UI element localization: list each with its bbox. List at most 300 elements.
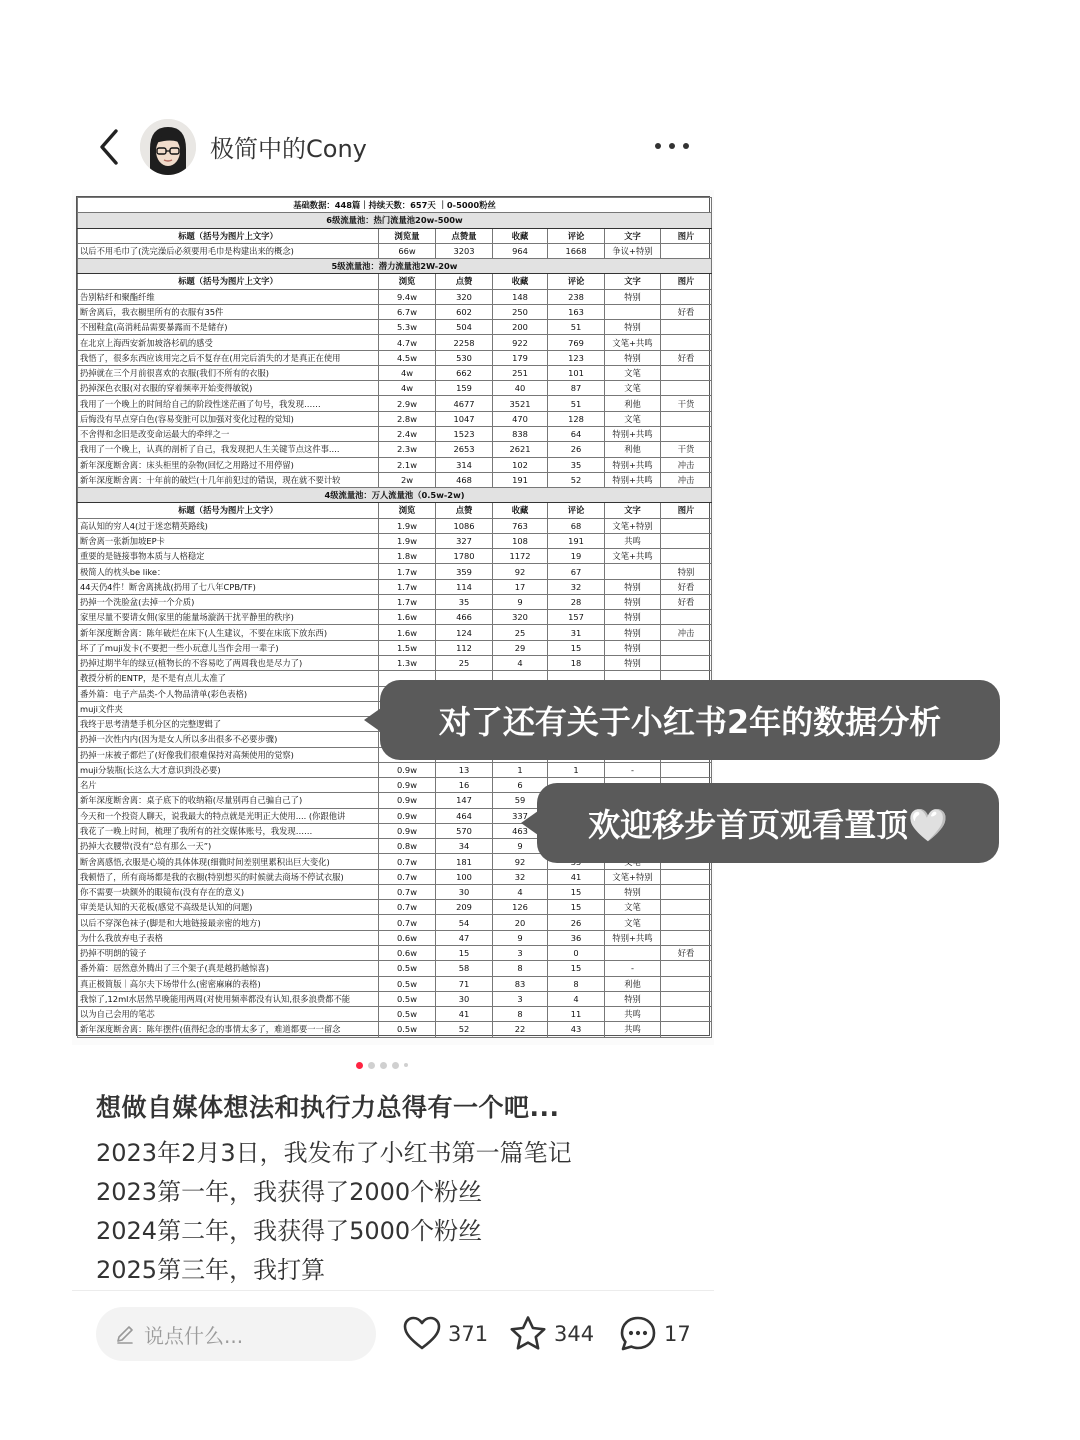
cell-value: 838 bbox=[493, 426, 548, 441]
cell-value: 25 bbox=[436, 655, 493, 670]
cell-value: 463 bbox=[493, 823, 548, 838]
cell-value: 特别 bbox=[605, 655, 661, 670]
pool-band-5-cell: 5级流量池：潜力流量池2W-20w bbox=[78, 259, 712, 274]
data-spreadsheet bbox=[76, 196, 710, 1036]
cell-title: muji分装瓶(长这么大才意识到没必要) bbox=[78, 762, 379, 777]
caption-text: 欢迎移步首页观看置顶🤍 bbox=[588, 806, 948, 844]
cell-value: 43 bbox=[548, 1022, 605, 1037]
cell-value: 特别 bbox=[605, 991, 661, 1006]
cell-value: 11 bbox=[548, 1007, 605, 1022]
cell-title: 教授分析的ENTP，是不是有点儿太准了 bbox=[78, 671, 379, 686]
cell-value: 30 bbox=[436, 884, 493, 899]
cell-value: 0.5w bbox=[379, 991, 436, 1006]
cell-value: 特别 bbox=[661, 564, 712, 579]
cell-value bbox=[661, 335, 712, 350]
cell-value: 327 bbox=[436, 533, 493, 548]
cell-title: 告别粘纤和聚酯纤维 bbox=[78, 289, 379, 304]
cell-title: 断舍离一张新加坡EP卡 bbox=[78, 533, 379, 548]
cell-value: 好看 bbox=[661, 304, 712, 319]
cell-value: 特别 bbox=[605, 350, 661, 365]
cell-value: 点赞 bbox=[436, 503, 493, 518]
cell-value: 769 bbox=[548, 335, 605, 350]
cell-value: 2.1w bbox=[379, 457, 436, 472]
cell-title: 番外篇：电子产品类-个人物品清单(彩色表格) bbox=[78, 686, 379, 701]
cell-value: 0.7w bbox=[379, 884, 436, 899]
cell-value: 好看 bbox=[661, 946, 712, 961]
cell-value: 66w bbox=[379, 243, 436, 258]
cell-value: 干货 bbox=[661, 442, 712, 457]
table-row bbox=[78, 426, 712, 441]
cell-value: 0.9w bbox=[379, 793, 436, 808]
cell-value: 16 bbox=[436, 778, 493, 793]
cell-value: 0.5w bbox=[379, 976, 436, 991]
cell-title: 44天仍4件！断舍离挑战(扔用了七八年CPB/TF) bbox=[78, 579, 379, 594]
cell-value: 87 bbox=[548, 381, 605, 396]
cell-value: 8 bbox=[493, 961, 548, 976]
cell-value: 28 bbox=[548, 594, 605, 609]
cell-value: 530 bbox=[436, 350, 493, 365]
table-row bbox=[78, 518, 712, 533]
table-row bbox=[78, 930, 712, 945]
cell-value bbox=[661, 533, 712, 548]
cell-value: 123 bbox=[548, 350, 605, 365]
cell-value: 点赞 bbox=[436, 274, 493, 289]
cell-value: 108 bbox=[493, 533, 548, 548]
cell-value: 点赞量 bbox=[436, 228, 493, 243]
cell-value: - bbox=[605, 762, 661, 777]
cell-value: 图片 bbox=[661, 274, 712, 289]
cell-value: 特别 bbox=[605, 610, 661, 625]
cell-title: 新年深度断舍离：陈年摆件(值得纪念的事情太多了，难道都要一一留念 bbox=[78, 1022, 379, 1037]
cell-value: 18 bbox=[548, 655, 605, 670]
comment-button[interactable] bbox=[618, 1314, 691, 1354]
note-line: 2023第一年，我获得了2000个粉丝 bbox=[96, 1178, 483, 1206]
divider bbox=[72, 1290, 714, 1291]
cell-title: 我用了一个晚上，认真的剖析了自己，我发现把人生关键节点这件事.... bbox=[78, 442, 379, 457]
cell-value: 浏览 bbox=[379, 274, 436, 289]
cell-value: 15 bbox=[548, 900, 605, 915]
table-row bbox=[78, 1022, 712, 1037]
cell-value: 191 bbox=[493, 472, 548, 487]
table-row bbox=[78, 991, 712, 1006]
cell-value bbox=[605, 304, 661, 319]
cell-value: 2258 bbox=[436, 335, 493, 350]
table-row bbox=[78, 610, 712, 625]
cell-value: 15 bbox=[548, 640, 605, 655]
cell-value: 9 bbox=[493, 839, 548, 854]
cell-value: 112 bbox=[436, 640, 493, 655]
cell-value: 4.7w bbox=[379, 335, 436, 350]
cell-value: 文笔 bbox=[605, 915, 661, 930]
cell-value: 图片 bbox=[661, 503, 712, 518]
table-row bbox=[78, 1007, 712, 1022]
cell-title: 后悔没有早点穿白色(容易变脏可以加强对变化过程的觉知) bbox=[78, 411, 379, 426]
cell-title: 我悟了，很多东西应该用完之后不复存在(用完后消失的才是真正在使用 bbox=[78, 350, 379, 365]
table-row bbox=[78, 533, 712, 548]
cell-value: 36 bbox=[548, 930, 605, 945]
cell-value: 6 bbox=[493, 778, 548, 793]
cell-value: 32 bbox=[548, 579, 605, 594]
cell-value: 好看 bbox=[661, 579, 712, 594]
cell-title: 以为自己会用的笔芯 bbox=[78, 1007, 379, 1022]
cell-value: 464 bbox=[436, 808, 493, 823]
cell-value bbox=[661, 549, 712, 564]
cell-value: 文笔 bbox=[605, 365, 661, 380]
cell-value: 特别 bbox=[605, 320, 661, 335]
cell-title: 断舍离感悟,衣服是心境的具体体现(细微时间差别里累积出巨大变化) bbox=[78, 854, 379, 869]
cell-value: 干货 bbox=[661, 396, 712, 411]
cell-title: 扔掉不明朗的镜子 bbox=[78, 946, 379, 961]
cell-value: 52 bbox=[436, 1022, 493, 1037]
cell-value: 特别+共鸣 bbox=[605, 472, 661, 487]
comment-count: 17 bbox=[664, 1322, 691, 1346]
cell-value: 利他 bbox=[605, 976, 661, 991]
pool-band-6 bbox=[78, 213, 712, 228]
cell-title: 断舍离后，我衣橱里所有的衣服有35件 bbox=[78, 304, 379, 319]
pen-icon bbox=[114, 1323, 136, 1345]
table-row bbox=[78, 655, 712, 670]
pager-dot[interactable] bbox=[368, 1062, 375, 1069]
cell-value: 0 bbox=[548, 946, 605, 961]
cell-title: 不囤鞋盒(高消耗品需要暴露而不是储存) bbox=[78, 320, 379, 335]
cell-value: 8 bbox=[493, 1007, 548, 1022]
cell-value: 662 bbox=[436, 365, 493, 380]
pager-dot[interactable] bbox=[356, 1062, 363, 1069]
pager-dot[interactable] bbox=[404, 1063, 408, 1067]
cell-value bbox=[661, 930, 712, 945]
cell-value: 20 bbox=[493, 915, 548, 930]
table-row bbox=[78, 381, 712, 396]
cell-value bbox=[661, 426, 712, 441]
cell-value: 1.8w bbox=[379, 549, 436, 564]
cell-value: 2.8w bbox=[379, 411, 436, 426]
cell-title: 标题（括号为图片上文字） bbox=[78, 503, 379, 518]
table-row bbox=[78, 884, 712, 899]
author-name[interactable]: 极简中的Cony bbox=[210, 135, 367, 163]
cell-title: 新年深度断舍离：陈年破烂在床下(人生建议，不要在床底下放东西) bbox=[78, 625, 379, 640]
table-row bbox=[78, 976, 712, 991]
cell-value: 收藏 bbox=[493, 274, 548, 289]
cell-value: 238 bbox=[548, 289, 605, 304]
cell-value: 181 bbox=[436, 854, 493, 869]
like-count: 371 bbox=[448, 1322, 489, 1346]
cell-value: 64 bbox=[548, 426, 605, 441]
star-icon bbox=[508, 1314, 548, 1354]
cell-value: 1086 bbox=[436, 518, 493, 533]
cell-title: 新年深度断舍离：床头柜里的杂物(回忆之用路过不用停留) bbox=[78, 457, 379, 472]
cell-value: 特别 bbox=[605, 594, 661, 609]
heart-icon bbox=[402, 1314, 442, 1354]
cell-value: 好看 bbox=[661, 350, 712, 365]
cell-title: 扔掉深色衣服(对衣服的穿着频率开始变得敏锐) bbox=[78, 381, 379, 396]
cell-value: 1.6w bbox=[379, 610, 436, 625]
pager-dot[interactable] bbox=[392, 1062, 399, 1069]
cell-value: 2.9w bbox=[379, 396, 436, 411]
cell-title: 我惊了,12ml水居然早晚能用两周(对使用频率都没有认知,很多浪费都不能 bbox=[78, 991, 379, 1006]
cell-value: 1.9w bbox=[379, 518, 436, 533]
cell-value: 71 bbox=[436, 976, 493, 991]
cell-value: 共鸣 bbox=[605, 1007, 661, 1022]
cell-title: 扔掉一个洗脸盆(去掉一个介质) bbox=[78, 594, 379, 609]
chat-bubble-icon bbox=[618, 1314, 658, 1354]
cell-value: 15 bbox=[436, 946, 493, 961]
cell-value: 9 bbox=[493, 930, 548, 945]
cell-value: 51 bbox=[548, 396, 605, 411]
cell-value: 文笔+特别 bbox=[605, 869, 661, 884]
table-row bbox=[78, 472, 712, 487]
cell-value: - bbox=[605, 961, 661, 976]
table-row bbox=[78, 304, 712, 319]
cell-value bbox=[661, 915, 712, 930]
cell-value: 922 bbox=[493, 335, 548, 350]
cell-value: 浏览 bbox=[379, 503, 436, 518]
like-button[interactable] bbox=[402, 1314, 488, 1354]
cell-value bbox=[661, 961, 712, 976]
cell-value: 收藏 bbox=[493, 228, 548, 243]
cell-value: 4 bbox=[548, 991, 605, 1006]
cell-value: 41 bbox=[436, 1007, 493, 1022]
cell-value: 特别+共鸣 bbox=[605, 457, 661, 472]
cell-value: 40 bbox=[493, 381, 548, 396]
cell-value: 共鸣 bbox=[605, 533, 661, 548]
favorite-count: 344 bbox=[554, 1322, 595, 1346]
cell-value: 468 bbox=[436, 472, 493, 487]
cell-value: 1172 bbox=[493, 549, 548, 564]
cell-title: 我花了一晚上时间，梳理了我所有的社交媒体账号，我发现…… bbox=[78, 823, 379, 838]
cell-value bbox=[661, 320, 712, 335]
cell-value: 0.7w bbox=[379, 900, 436, 915]
cell-value: 文字 bbox=[605, 503, 661, 518]
table-row bbox=[78, 549, 712, 564]
cell-value: 6.7w bbox=[379, 304, 436, 319]
cell-value: 4 bbox=[493, 655, 548, 670]
cell-title: 我用了一个晚上的时间给自己的阶段性迷茫画了句号，我发现…… bbox=[78, 396, 379, 411]
cell-value: 特别 bbox=[605, 289, 661, 304]
cell-value: 1523 bbox=[436, 426, 493, 441]
cell-value: 470 bbox=[493, 411, 548, 426]
table-row bbox=[78, 365, 712, 380]
cell-value bbox=[661, 518, 712, 533]
cell-value: 128 bbox=[548, 411, 605, 426]
cell-value: 0.9w bbox=[379, 762, 436, 777]
cell-value: 8 bbox=[548, 976, 605, 991]
avatar[interactable] bbox=[140, 119, 196, 175]
cell-value: 1.7w bbox=[379, 564, 436, 579]
pool-band-5 bbox=[78, 259, 712, 274]
cell-value: 2.4w bbox=[379, 426, 436, 441]
cell-value: 2653 bbox=[436, 442, 493, 457]
cell-value: 2w bbox=[379, 472, 436, 487]
cell-value: 26 bbox=[548, 442, 605, 457]
cell-value: 59 bbox=[493, 793, 548, 808]
cell-value bbox=[661, 381, 712, 396]
cell-value: 5.3w bbox=[379, 320, 436, 335]
cell-value: 159 bbox=[436, 381, 493, 396]
cell-value bbox=[661, 900, 712, 915]
cell-value: 32 bbox=[493, 869, 548, 884]
note-image[interactable] bbox=[72, 190, 714, 1045]
table-row bbox=[78, 579, 712, 594]
table-row bbox=[78, 457, 712, 472]
cell-value: 1.7w bbox=[379, 594, 436, 609]
cell-value: 文字 bbox=[605, 274, 661, 289]
cell-value: 209 bbox=[436, 900, 493, 915]
cell-value: 4w bbox=[379, 365, 436, 380]
cell-value: 1 bbox=[548, 762, 605, 777]
cell-value: 冲击 bbox=[661, 457, 712, 472]
cell-title: 扔掉就在三个月前很喜欢的衣服(我们不所有的衣服) bbox=[78, 365, 379, 380]
cell-value: 359 bbox=[436, 564, 493, 579]
cell-value: 0.7w bbox=[379, 915, 436, 930]
cell-value bbox=[661, 762, 712, 777]
cell-title: 审美是认知的天花板(感觉不高级是认知的问题) bbox=[78, 900, 379, 915]
cell-value: 4 bbox=[493, 884, 548, 899]
cell-value: 0.8w bbox=[379, 839, 436, 854]
caption-bubble-homepage bbox=[537, 783, 999, 863]
cell-value: 0.5w bbox=[379, 961, 436, 976]
note-line: 2025第三年，我打算 bbox=[96, 1256, 326, 1284]
cell-title: 你不需要一块额外的眼镜布(没有存在的意义) bbox=[78, 884, 379, 899]
header-row bbox=[78, 274, 712, 289]
cell-value bbox=[661, 991, 712, 1006]
cell-value: 92 bbox=[493, 854, 548, 869]
cell-value: 30 bbox=[436, 991, 493, 1006]
cell-value: 冲击 bbox=[661, 625, 712, 640]
pager-dot[interactable] bbox=[380, 1062, 387, 1069]
cell-value: 114 bbox=[436, 579, 493, 594]
cell-value: 13 bbox=[436, 762, 493, 777]
cell-value: 1.9w bbox=[379, 533, 436, 548]
cell-title: 家里尽量不要请女佣(家里的能量场漩涡干扰平静里的秩序) bbox=[78, 610, 379, 625]
table-row bbox=[78, 350, 712, 365]
cell-title: 扔掉大衣腰带(没有“总有那么一天”) bbox=[78, 839, 379, 854]
cell-value: 特别+共鸣 bbox=[605, 426, 661, 441]
cell-value: 3 bbox=[493, 946, 548, 961]
note-title: 想做自媒体想法和执行力总得有一个吧... bbox=[96, 1093, 560, 1122]
cell-value: 利他 bbox=[605, 396, 661, 411]
cell-value: 124 bbox=[436, 625, 493, 640]
cell-value: 4w bbox=[379, 381, 436, 396]
cell-value: 19 bbox=[548, 549, 605, 564]
cell-value: 126 bbox=[493, 900, 548, 915]
table-row bbox=[78, 335, 712, 350]
cell-value: 特别 bbox=[605, 640, 661, 655]
cell-title: 以后不用毛巾了(洗完澡后必须要用毛巾是构建出来的概念) bbox=[78, 243, 379, 258]
cell-value: 314 bbox=[436, 457, 493, 472]
note-line: 2024第二年，我获得了5000个粉丝 bbox=[96, 1217, 483, 1245]
cell-value: 163 bbox=[548, 304, 605, 319]
cell-title: 为什么我放弃电子表格 bbox=[78, 930, 379, 945]
caption-text: 对了还有关于小红书2年的数据分析 bbox=[438, 703, 942, 741]
cell-value: 1.6w bbox=[379, 625, 436, 640]
cell-value: 文字 bbox=[605, 228, 661, 243]
cell-title: 番外篇：居然意外腾出了三个架子(真是越扔越惊喜) bbox=[78, 961, 379, 976]
pool-band-4 bbox=[78, 488, 712, 503]
pool-band-4-cell: 4级流量池：万人流量池（0.5w-2w) bbox=[78, 488, 712, 503]
cell-value: 148 bbox=[493, 289, 548, 304]
cell-value: 54 bbox=[436, 915, 493, 930]
cell-value: 特别 bbox=[605, 625, 661, 640]
comment-input[interactable] bbox=[96, 1307, 376, 1361]
cell-value: 9 bbox=[493, 594, 548, 609]
cell-value: 文笔+共鸣 bbox=[605, 549, 661, 564]
cell-value: 文笔 bbox=[605, 900, 661, 915]
table-row bbox=[78, 640, 712, 655]
cell-value: 52 bbox=[548, 472, 605, 487]
cell-value bbox=[661, 640, 712, 655]
cell-value: 0.9w bbox=[379, 808, 436, 823]
cell-title: 标题（括号为图片上文字） bbox=[78, 274, 379, 289]
header-row bbox=[78, 228, 712, 243]
cell-value bbox=[661, 1022, 712, 1037]
cell-value: 320 bbox=[436, 289, 493, 304]
cell-title: 新年深度断舍离：十年前的破烂(十几年前犯过的错误，现在就不要计较 bbox=[78, 472, 379, 487]
favorite-button[interactable] bbox=[508, 1314, 594, 1354]
table-row bbox=[78, 625, 712, 640]
cell-value: 602 bbox=[436, 304, 493, 319]
table-row bbox=[78, 564, 712, 579]
cell-title: 标题（括号为图片上文字） bbox=[78, 228, 379, 243]
cell-value: 83 bbox=[493, 976, 548, 991]
cell-value: 320 bbox=[493, 610, 548, 625]
table-row bbox=[78, 442, 712, 457]
table-row bbox=[78, 946, 712, 961]
cell-value: 特别 bbox=[605, 884, 661, 899]
cell-value: 文笔 bbox=[605, 381, 661, 396]
avatar-portrait-icon bbox=[140, 119, 196, 175]
cell-title: 极简人的枕头be like： bbox=[78, 564, 379, 579]
cell-title: 我顿悟了，所有商场都是我的衣橱(特别想买的时候就去商场不停试衣服) bbox=[78, 869, 379, 884]
table-row bbox=[78, 900, 712, 915]
more-horizontal-icon[interactable] bbox=[648, 132, 696, 160]
cell-value bbox=[661, 869, 712, 884]
cell-title: 扔掉过期半年的绿豆(植物长的不容易吃了两周我也是尽力了) bbox=[78, 655, 379, 670]
header-row bbox=[78, 503, 712, 518]
table-row bbox=[78, 243, 712, 258]
cell-value: 0.7w bbox=[379, 854, 436, 869]
cell-title: muji文件夹 bbox=[78, 701, 379, 716]
cell-value: 51 bbox=[548, 320, 605, 335]
cell-title: 真正极简版｜高尔夫下场带什么(密密麻麻的表格) bbox=[78, 976, 379, 991]
table-row bbox=[78, 915, 712, 930]
cell-title: 在北京上海西安新加坡洛杉矶的感受 bbox=[78, 335, 379, 350]
cell-value bbox=[661, 655, 712, 670]
data-table bbox=[77, 197, 712, 1038]
cell-value: 评论 bbox=[548, 503, 605, 518]
cell-value: 47 bbox=[436, 930, 493, 945]
cell-title: 扔掉一床被子都烂了(好像我们很难保持对高频使用的觉察) bbox=[78, 747, 379, 762]
cell-title: 坏了了muji发卡(不要把一些小玩意儿当作会用一辈子) bbox=[78, 640, 379, 655]
image-pager bbox=[356, 1060, 408, 1070]
cell-value: 0.9w bbox=[379, 778, 436, 793]
cell-value: 251 bbox=[493, 365, 548, 380]
cell-value: 利他 bbox=[605, 442, 661, 457]
cell-value: 文笔 bbox=[605, 411, 661, 426]
cell-value: 763 bbox=[493, 518, 548, 533]
cell-value: 3521 bbox=[493, 396, 548, 411]
cell-title: 重要的是链接事物本质与人格稳定 bbox=[78, 549, 379, 564]
cell-value: 浏览量 bbox=[379, 228, 436, 243]
cell-value: 31 bbox=[548, 625, 605, 640]
cell-value: 1.3w bbox=[379, 655, 436, 670]
cell-value: 35 bbox=[548, 457, 605, 472]
back-chevron-icon[interactable] bbox=[92, 125, 128, 169]
cell-value bbox=[605, 946, 661, 961]
cell-value: 0.5w bbox=[379, 1022, 436, 1037]
cell-value: 250 bbox=[493, 304, 548, 319]
cell-value: 41 bbox=[548, 869, 605, 884]
cell-value: 504 bbox=[436, 320, 493, 335]
